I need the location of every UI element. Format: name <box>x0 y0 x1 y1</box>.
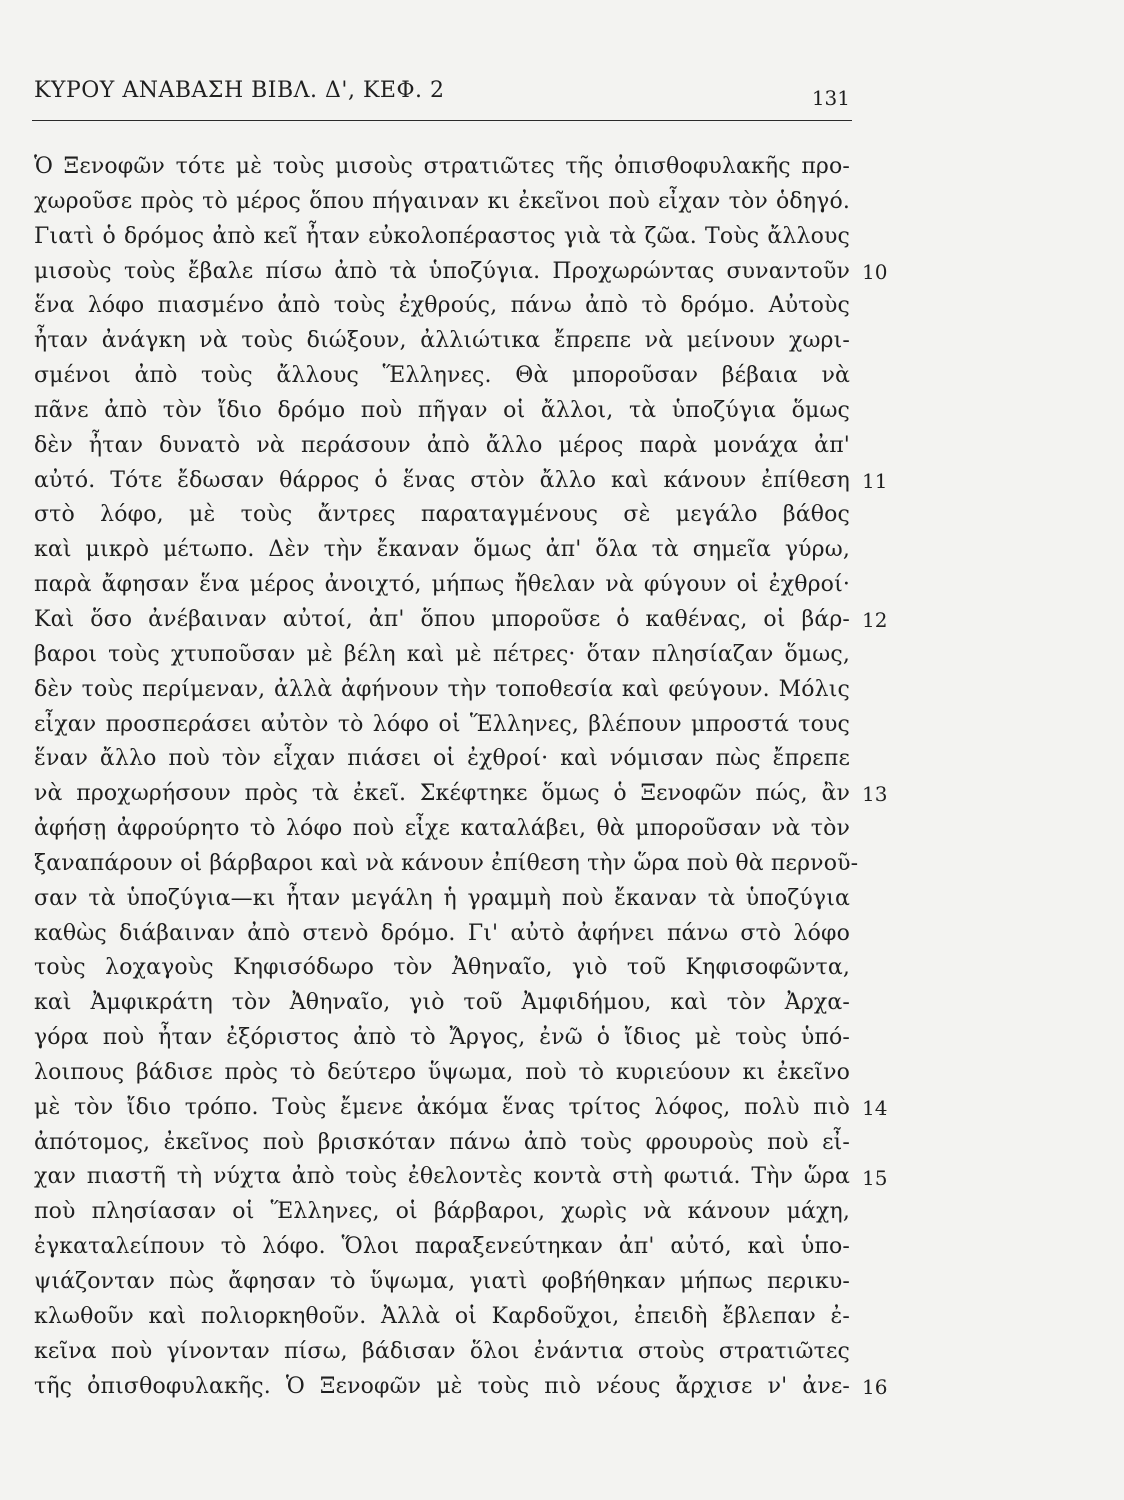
section-number: 16 <box>862 1374 888 1399</box>
header-rule <box>32 120 852 121</box>
text-line: αὐτό. Τότε ἔδωσαν θάρρος ὁ ἕνας στὸν ἄλλο καὶ κάνουν ἐπίθεση <box>34 467 850 493</box>
running-head: ΚΥΡΟΥ ΑΝΑΒΑΣΗ ΒΙΒΛ. Δ', ΚΕΦ. 2 <box>34 78 445 103</box>
text-line: γόρα ποὺ ἦταν ἐξόριστος ἀπὸ τὸ Ἄργος, ἐνῶ ὁ ἴδιος μὲ τοὺς ὑπό- <box>34 1025 850 1051</box>
text-line: σμένοι ἀπὸ τοὺς ἄλλους Ἕλληνες. Θὰ μποροῦσαν βέβαια νὰ <box>34 363 850 389</box>
text-line: ἕναν ἄλλο ποὺ τὸν εἶχαν πιάσει οἱ ἐχθροί· καὶ νόμισαν πὼς ἔπρεπε <box>34 746 850 772</box>
text-line: ξαναπάρουν οἱ βάρβαροι καὶ νὰ κάνουν ἐπίθεση τὴν ὥρα ποὺ θὰ περνοῦ- <box>34 850 859 876</box>
text-line: κλωθοῦν καὶ πολιορκηθοῦν. Ἀλλὰ οἱ Καρδοῦχοι, ἐπειδὴ ἔβλεπαν ἐ- <box>34 1303 850 1329</box>
section-number: 13 <box>862 782 888 807</box>
text-line: κεῖνα ποὺ γίνονταν πίσω, βάδισαν ὅλοι ἐνάντια στοὺς στρατιῶτες <box>34 1338 850 1364</box>
text-line: δὲν τοὺς περίμεναν, ἀλλὰ ἀφήνουν τὴν τοποθεσία καὶ φεύγουν. Μόλις <box>34 676 850 702</box>
text-line: ἀφήσῃ ἀφρούρητο τὸ λόφο ποὺ εἶχε καταλάβει, θὰ μποροῦσαν νὰ τὸν <box>34 816 850 842</box>
text-line: καὶ Ἀμφικράτη τὸν Ἀθηναῖο, γιὸ τοῦ Ἀμφιδήμου, καὶ τὸν Ἀρχα- <box>34 990 850 1016</box>
section-number: 14 <box>862 1095 888 1120</box>
page-number: 131 <box>811 86 850 110</box>
text-line: σαν τὰ ὑποζύγια—κι ἦταν μεγάλη ἡ γραμμὴ ποὺ ἔκαναν τὰ ὑποζύγια <box>34 885 850 911</box>
text-line: δὲν ἦταν δυνατὸ νὰ περάσουν ἀπὸ ἄλλο μέρος παρὰ μονάχα ἀπ' <box>34 432 850 458</box>
text-line: μισοὺς τοὺς ἔβαλε πίσω ἀπὸ τὰ ὑποζύγια. Προχωρώντας συναντοῦν <box>34 258 850 284</box>
text-line: τῆς ὀπισθοφυλακῆς. Ὁ Ξενοφῶν μὲ τοὺς πιὸ νέους ἄρχισε ν' ἀνε- <box>34 1373 850 1399</box>
text-line: ἀπότομος, ἐκεῖνος ποὺ βρισκόταν πάνω ἀπὸ τοὺς φρουροὺς ποὺ εἶ- <box>34 1129 850 1155</box>
text-line: πᾶνε ἀπὸ τὸν ἴδιο δρόμο ποὺ πῆγαν οἱ ἄλλοι, τὰ ὑποζύγια ὅμως <box>34 397 850 423</box>
text-line: τοὺς λοχαγοὺς Κηφισόδωρο τὸν Ἀθηναῖο, γιὸ τοῦ Κηφισοφῶντα, <box>34 955 850 981</box>
text-line: Γιατὶ ὁ δρόμος ἀπὸ κεῖ ἦταν εὐκολοπέραστος γιὰ τὰ ζῶα. Τοὺς ἄλλους <box>34 223 850 249</box>
text-line: νὰ προχωρήσουν πρὸς τὰ ἐκεῖ. Σκέφτηκε ὅμως ὁ Ξενοφῶν πώς, ἂν <box>34 781 850 807</box>
text-line: καὶ μικρὸ μέτωπο. Δὲν τὴν ἔκαναν ὅμως ἀπ' ὅλα τὰ σημεῖα γύρω, <box>34 537 850 563</box>
body-text <box>34 150 859 1404</box>
section-number: 12 <box>862 608 888 633</box>
section-number: 15 <box>862 1165 888 1190</box>
text-line: στὸ λόφο, μὲ τοὺς ἄντρες παραταγμένους σὲ μεγάλο βάθος <box>34 502 850 528</box>
section-number: 11 <box>862 468 888 493</box>
text-line: ποὺ πλησίασαν οἱ Ἕλληνες, οἱ βάρβαροι, χωρὶς νὰ κάνουν μάχη, <box>34 1199 850 1225</box>
text-line: Καὶ ὅσο ἀνέβαιναν αὐτοί, ἀπ' ὅπου μποροῦσε ὁ καθένας, οἱ βάρ- <box>34 606 850 632</box>
text-line: χαν πιαστῆ τὴ νύχτα ἀπὸ τοὺς ἐθελοντὲς κοντὰ στὴ φωτιά. Τὴν ὥρα <box>34 1164 850 1190</box>
section-number: 10 <box>862 259 888 284</box>
text-line: μὲ τὸν ἴδιο τρόπο. Τοὺς ἔμενε ἀκόμα ἕνας τρίτος λόφος, πολὺ πιὸ <box>34 1094 850 1120</box>
text-line: χωροῦσε πρὸς τὸ μέρος ὅπου πήγαιναν κι ἐκεῖνοι ποὺ εἶχαν τὸν ὁδηγό. <box>34 188 850 214</box>
text-line: παρὰ ἄφησαν ἕνα μέρος ἀνοιχτό, μήπως ἤθελαν νὰ φύγουν οἱ ἐχθροί· <box>34 572 850 598</box>
text-line: λοιπους βάδισε πρὸς τὸ δεύτερο ὕψωμα, ποὺ τὸ κυριεύουν κι ἐκεῖνο <box>34 1059 850 1085</box>
text-line: ἐγκαταλείπουν τὸ λόφο. Ὅλοι παραξενεύτηκαν ἀπ' αὐτό, καὶ ὑπο- <box>34 1234 850 1260</box>
text-line: ἦταν ἀνάγκη νὰ τοὺς διώξουν, ἀλλιώτικα ἔπρεπε νὰ μείνουν χωρι- <box>34 328 850 354</box>
text-line: βαροι τοὺς χτυποῦσαν μὲ βέλη καὶ μὲ πέτρες· ὅταν πλησίαζαν ὅμως, <box>34 641 850 667</box>
text-line: ἕνα λόφο πιασμένο ἀπὸ τοὺς ἐχθρούς, πάνω ἀπὸ τὸ δρόμο. Αὐτοὺς <box>34 293 850 319</box>
text-line: ψιάζονταν πὼς ἄφησαν τὸ ὕψωμα, γιατὶ φοβήθηκαν μήπως περικυ- <box>34 1269 850 1294</box>
text-line: εἶχαν προσπεράσει αὐτὸν τὸ λόφο οἱ Ἕλληνες, βλέπουν μπροστά τους <box>34 711 850 737</box>
text-line: Ὁ Ξενοφῶν τότε μὲ τοὺς μισοὺς στρατιῶτες τῆς ὀπισθοφυλακῆς προ- <box>34 154 850 179</box>
text-line: καθὼς διάβαιναν ἀπὸ στενὸ δρόμο. Γι' αὐτὸ ἀφήνει πάνω στὸ λόφο <box>34 920 850 946</box>
